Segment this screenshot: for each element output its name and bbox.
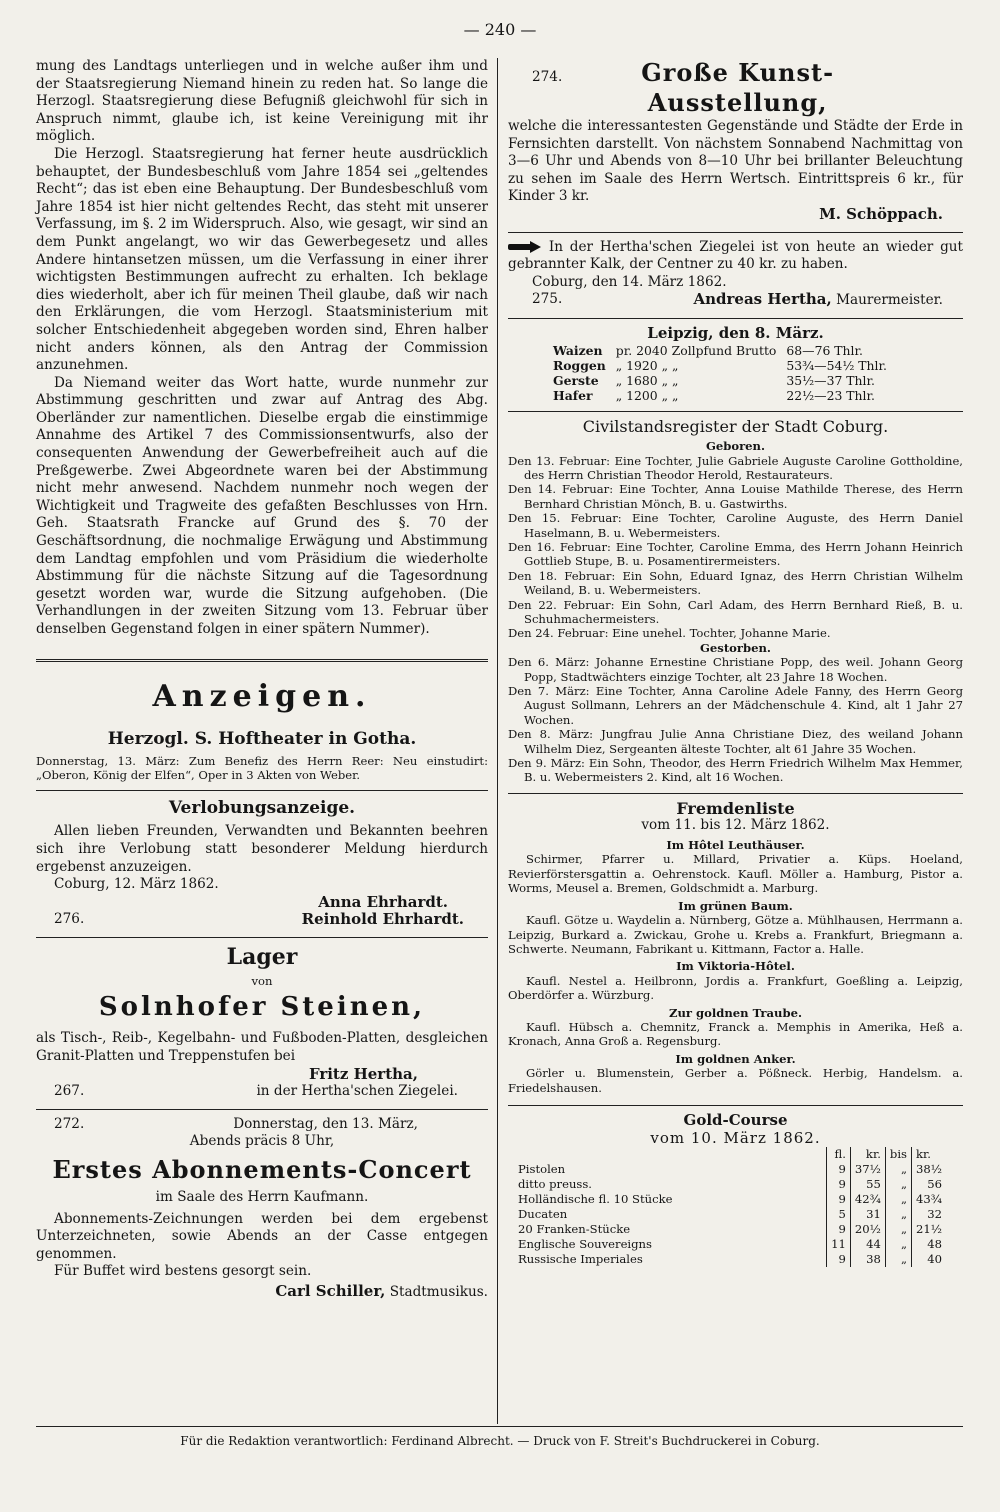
left-column <box>36 58 488 1302</box>
grain-price: 35½—37 Thlr. <box>786 372 875 388</box>
death-entry: Den 8. März: Jungfrau Julie Anna Christiane Diez, des weiland Johann Wilhelm Diez, Sergeanten älteste Tochter, alt 61 Jahre 35 Wochen. <box>508 727 963 756</box>
deaths-list <box>508 655 963 785</box>
grain-price-table <box>548 343 892 403</box>
coin-value: 9 <box>827 1162 851 1177</box>
guest-list-heading: Fremdenliste <box>676 798 795 818</box>
coin-value: 21½ <box>916 1222 942 1237</box>
coin-value: 5 <box>827 1207 851 1222</box>
section-divider <box>508 793 963 794</box>
guest-list-date: vom 11. bis 12. März 1862. <box>641 817 830 834</box>
gold-course-row <box>514 1162 946 1177</box>
birth-entry: Den 13. Februar: Eine Tochter, Julie Gabriele Auguste Caroline Gottholdine, des Herrn Christian Theodor Herold, Restaurateurs. <box>508 453 963 482</box>
article-paragraph: Die Herzogl. Staatsregierung hat ferner heute ausdrücklich behauptet, der Bundesbeschluß vom Jahre 1854 sei „geltendes Recht“; das ist eben eine Behauptung. Der Bundesbeschluß vom Jahre 1854 ist hier nicht geltendes Recht, das steht mit unserer Verfassung, im §. 2 im Widerspruch. Also, wie gesagt, wir sind an dem Punkt angelangt, wo wir das Gewerbegesetz und alles Andere hintansetzen müssen, um die Verfassung in einer ihrer wichtigsten Bestimmungen aufrecht zu erhalten. Ich beklage dies wiederholt, aber ich für meinen Theil glaube, daß wir nach den Erklärungen, die vom Herzogl. Staatsministerium mit solcher Entschiedenheit abgegeben worden sind, Ehren halber nicht anders können, als den Antrag der Commission anzunehmen. <box>36 145 488 374</box>
gold-header-cell: kr. <box>850 1147 885 1162</box>
grain-name: Hafer <box>553 387 593 403</box>
coin-value: 20½ <box>850 1222 885 1237</box>
exhibition-signature: M. Schöppach. <box>819 204 943 223</box>
births-heading: Geboren. <box>705 439 766 454</box>
lager-von: von <box>251 973 273 988</box>
concert-signature: Carl Schiller, <box>275 1281 386 1300</box>
coin-value: 9 <box>827 1222 851 1237</box>
gold-course-row <box>514 1177 946 1192</box>
lime-signature-title: Maurermeister. <box>836 292 943 309</box>
concert-place: im Saale des Herrn Kaufmann. <box>155 1188 369 1205</box>
advertisements-heading: Anzeigen. <box>152 678 372 714</box>
hotel-guests: Kaufl. Götze u. Waydelin a. Nürnberg, Götze a. Mühlhausen, Herrmann a. Leipzig, Burkard a. Zwickau, Grohe u. Krebs a. Frankfurt, Briegmann a. Schwerte. Neumann, Fabrikant u. Kittmann, Factor a. Halle. <box>508 913 963 956</box>
coin-value: 31 <box>850 1207 885 1222</box>
ad-number: 275. <box>532 291 563 308</box>
ad-divider <box>36 937 488 938</box>
ad-divider <box>36 1109 488 1110</box>
exhibition-title: Große Kunst-Ausstellung, <box>641 58 835 117</box>
grain-name: Waizen <box>553 342 603 358</box>
grain-measure: pr. 2040 Zollpfund Brutto <box>615 342 777 358</box>
lime-place-date: Coburg, den 14. März 1862. <box>532 273 727 290</box>
birth-entry: Den 15. Februar: Eine Tochter, Caroline Auguste, des Herrn Daniel Haselmann, B. u. Webermeisters. <box>508 511 963 540</box>
engagement-name-2: Reinhold Ehrhardt. <box>301 910 464 929</box>
concert-date: Donnerstag, den 13. März, <box>233 1115 418 1132</box>
hotel-guests: Görler u. Blumenstein, Gerber a. Pößneck. Herbig, Handelsm. a. Friedelshausen. <box>508 1066 963 1095</box>
hotel-heading: Im goldnen Anker. <box>675 1051 796 1066</box>
coin-value: 9 <box>827 1192 851 1207</box>
gold-course-header <box>514 1147 946 1162</box>
coin-value: 11 <box>827 1237 851 1252</box>
coin-name: Holländische fl. 10 Stücke <box>514 1192 827 1207</box>
lager-text: als Tisch-, Reib-, Kegelbahn- und Fußboden-Platten, desgleichen Granit-Platten und Treppenstufen bei <box>36 1030 488 1064</box>
coin-name: ditto preuss. <box>514 1177 827 1192</box>
gold-course-row <box>514 1252 946 1267</box>
coin-value: „ <box>885 1252 911 1267</box>
civil-register-heading: Civilstandsregister der Stadt Coburg. <box>582 416 889 436</box>
grain-price: 68—76 Thlr. <box>786 342 863 358</box>
coin-value: „ <box>885 1177 911 1192</box>
coin-name: Ducaten <box>514 1207 827 1222</box>
grain-measure: „ 1680 „ „ <box>615 372 679 388</box>
coin-value: 32 <box>927 1207 942 1222</box>
death-entry: Den 6. März: Johanne Ernestine Christiane Popp, des weil. Johann Georg Popp, Stadtwächters einzige Tochter, alt 23 Jahre 18 Wochen. <box>508 655 963 684</box>
coin-value: 42¾ <box>850 1192 885 1207</box>
lager-name: Fritz Hertha, <box>308 1064 418 1083</box>
coin-value: 9 <box>827 1252 851 1267</box>
gold-course-heading: Gold-Course <box>683 1110 788 1129</box>
theater-text: Donnerstag, 13. März: Zum Benefiz des Herrn Reer: Neu einstudirt: „Oberon, König der Elfen“, Oper in 3 Akten von Weber. <box>36 753 488 782</box>
coin-name: Russische Imperiales <box>514 1252 827 1267</box>
ad-number: 272. <box>54 1115 85 1132</box>
grain-price: 53¾—54½ Thlr. <box>786 357 887 373</box>
grain-price-row <box>548 388 892 403</box>
lager-location: in der Hertha'schen Ziegelei. <box>256 1083 458 1100</box>
lime-signature: Andreas Hertha, <box>693 290 832 309</box>
gold-header-cell <box>514 1147 827 1162</box>
hotel-guests: Kaufl. Nestel a. Heilbronn, Jordis a. Frankfurt, Goeßling a. Leipzig, Oberdörfer a. Würzburg. <box>508 973 963 1003</box>
engagement-text: Allen lieben Freunden, Verwandten und Bekannten beehren sich ihre Verlobung statt besonderer Meldung hierdurch ergebenst anzuzeigen. <box>36 823 488 875</box>
section-divider <box>508 1105 963 1106</box>
birth-entry: Den 18. Februar: Ein Sohn, Eduard Ignaz, des Herrn Christian Wilhelm Weiland, B. u. Webermeisters. <box>508 568 963 598</box>
gold-header-cell: fl. <box>827 1147 851 1162</box>
grain-name: Gerste <box>553 372 599 388</box>
birth-entry: Den 16. Februar: Eine Tochter, Caroline Emma, des Herrn Johann Heinrich Gottlieb Stupe, B. u. Posamentirermeisters. <box>508 539 963 569</box>
coin-value: 9 <box>827 1177 851 1192</box>
gold-header-cell: bis <box>885 1147 911 1162</box>
coin-value: „ <box>885 1237 911 1252</box>
coin-name: Englische Souvereigns <box>514 1237 827 1252</box>
hotel-heading: Im grünen Baum. <box>678 898 793 913</box>
coin-value: 38 <box>850 1252 885 1267</box>
gold-course-date: vom 10. März 1862. <box>650 1128 821 1147</box>
pointing-hand-icon <box>508 241 542 253</box>
gold-course-row <box>514 1237 946 1252</box>
coin-value: „ <box>885 1207 911 1222</box>
lager-subtitle: Solnhofer Steinen, <box>98 992 426 1023</box>
hotel-heading: Zur goldnen Traube. <box>668 1005 802 1020</box>
gold-header-cell: kr. <box>916 1147 931 1162</box>
coin-value: 48 <box>927 1237 942 1252</box>
gold-course-table <box>514 1147 946 1267</box>
coin-value: 43¾ <box>916 1192 942 1207</box>
right-column <box>508 58 963 1267</box>
birth-entry: Den 24. Februar: Eine unehel. Tochter, Johanne Marie. <box>508 626 831 641</box>
lime-ad-text: In der Hertha'schen Ziegelei ist von heute an wieder gut gebrannter Kalk, der Centner zu 40 kr. zu haben. <box>508 238 964 273</box>
grain-name: Roggen <box>553 357 606 373</box>
section-divider <box>508 411 963 412</box>
coin-name: 20 Franken-Stücke <box>514 1222 827 1237</box>
concert-signature-title: Stadtmusikus. <box>389 1283 488 1300</box>
coin-value: 44 <box>850 1237 885 1252</box>
death-entry: Den 9. März: Ein Sohn, Theodor, des Herrn Friedrich Wilhelm Max Hemmer, B. u. Webermeisters 2. Kind, alt 16 Wochen. <box>508 756 963 785</box>
ad-divider <box>36 790 488 791</box>
engagement-place-date: Coburg, 12. März 1862. <box>54 876 219 893</box>
page-number: — 240 — <box>463 20 537 39</box>
ad-divider <box>508 232 963 233</box>
grain-price-row <box>548 373 892 388</box>
births-list <box>508 454 963 641</box>
coin-value: 56 <box>927 1177 942 1192</box>
hotel-guests: Schirmer, Pfarrer u. Millard, Privatier a. Küps. Hoeland, Revierförstersgattin a. Oehrenstock. Kaufl. Möller a. Hamburg, Pistor a. Worms, Meusel a. Bremen, Goldschmidt a. Marburg. <box>508 852 963 896</box>
concert-text: Für Buffet wird bestens gesorgt sein. <box>54 1263 312 1280</box>
grain-price-row <box>548 343 892 358</box>
imprint: Für die Redaktion verantwortlich: Ferdinand Albrecht. — Druck von F. Streit's Buchdruckerei in Coburg. <box>180 1434 820 1448</box>
ad-number: 274. <box>532 69 563 85</box>
birth-entry: Den 14. Februar: Eine Tochter, Anna Louise Mathilde Therese, des Herrn Bernhard Christian Mönch, B. u. Gastwirths. <box>508 482 963 511</box>
coin-value: „ <box>885 1162 911 1177</box>
coin-value: 40 <box>927 1252 942 1267</box>
section-divider <box>36 659 488 662</box>
coin-value: „ <box>885 1222 911 1237</box>
birth-entry: Den 22. Februar: Ein Sohn, Carl Adam, des Herrn Bernhard Rieß, B. u. Schuhmachermeisters. <box>508 597 963 626</box>
grain-price: 22½—23 Thlr. <box>786 387 875 403</box>
hotel-heading: Im Hôtel Leuthäuser. <box>666 838 805 853</box>
concert-text: Abonnements-Zeichnungen werden bei dem ergebenst Unterzeichneten, sowie Abends an der Casse entgegen genommen. <box>36 1210 488 1262</box>
hotel-heading: Im Viktoria-Hôtel. <box>676 959 795 974</box>
lager-heading: Lager <box>226 943 298 970</box>
gold-course-row <box>514 1207 946 1222</box>
deaths-heading: Gestorben. <box>700 640 771 655</box>
leipzig-heading: Leipzig, den 8. März. <box>647 323 824 342</box>
concert-title: Erstes Abonnements-Concert <box>52 1154 472 1184</box>
ad-divider <box>508 318 963 319</box>
engagement-heading: Verlobungsanzeige. <box>168 798 356 819</box>
hotel-guests: Kaufl. Hübsch a. Chemnitz, Franck a. Memphis in Amerika, Heß a. Kronach, Anna Groß a. Regensburg. <box>508 1019 963 1049</box>
theater-heading: Herzogl. S. Hoftheater in Gotha. <box>107 728 417 749</box>
coin-value: 55 <box>850 1177 885 1192</box>
coin-name: Pistolen <box>514 1162 827 1177</box>
death-entry: Den 7. März: Eine Tochter, Anna Caroline Adele Fanny, des Herrn Georg August Sollmann, Lehrers an der Mädchenschule 4. Kind, alt 1 Jahr 27 Wochen. <box>508 684 963 727</box>
exhibition-text: welche die interessantesten Gegenstände und Städte der Erde in Fernsichten darstellt. Von nächstem Sonnabend Nachmittag von 3—6 Uhr und Abends von 8—10 Uhr bei brillanter Beleuchtung zu sehen im Saale des Herrn Wertsch. Eintrittspreis 6 kr., für Kinder 3 kr. <box>508 118 963 205</box>
gold-course-row <box>514 1222 946 1237</box>
article-paragraph: Da Niemand weiter das Wort hatte, wurde nunmehr zur Abstimmung geschritten und zwar auf Antrag des Abg. Oberländer zur namentlichen. Dieselbe ergab die einstimmige Annahme des Artikel 7 des Commissionsentwurfs, also der consequenten Anwendung der Gewerbefreiheit auch auf die Preßgewerbe. Zwei Abgeordnete waren bei der Abstimmung nicht mehr anwesend. Nachdem nunmehr noch wegen der Wichtigkeit und Tragweite des gefaßten Beschlusses von Hrn. Geh. Staatsrath Francke auf Grund des §. 70 der Geschäftsordnung, die nochmalige Erwägung und Abstimmung dem Landtag empfohlen und vom Präsidium die wiederholte Abstimmung für die nächste Sitzung auf die Tagesordnung gesetzt worden war, wurde die Sitzung aufgehoben. (Die Verhandlungen in der zweiten Sitzung vom 13. Februar über denselben Gegenstand folgen in einer spätern Nummer). <box>36 374 488 637</box>
concert-time: Abends präcis 8 Uhr, <box>189 1133 335 1150</box>
engagement-name-1: Anna Ehrhardt. <box>318 892 448 911</box>
coin-value: 37½ <box>850 1162 885 1177</box>
ad-number: 267. <box>54 1083 85 1100</box>
coin-value: „ <box>885 1192 911 1207</box>
gold-course-row <box>514 1192 946 1207</box>
guest-list <box>508 838 963 1095</box>
ad-number: 276. <box>54 911 85 928</box>
grain-price-row <box>548 358 892 373</box>
grain-measure: „ 1200 „ „ <box>615 387 679 403</box>
column-divider <box>497 58 498 1424</box>
footer-divider <box>36 1426 963 1427</box>
article-paragraph: mung des Landtags unterliegen und in welche außer ihm und der Staatsregierung Niemand hinein zu reden hat. So lange die Herzogl. Staatsregierung diese Befugniß gleichwohl für sich in Anspruch nimmt, glaube ich, ist keine Vereinigung mit ihr möglich. <box>36 58 488 145</box>
coin-value: 38½ <box>916 1162 942 1177</box>
grain-measure: „ 1920 „ „ <box>615 357 679 373</box>
